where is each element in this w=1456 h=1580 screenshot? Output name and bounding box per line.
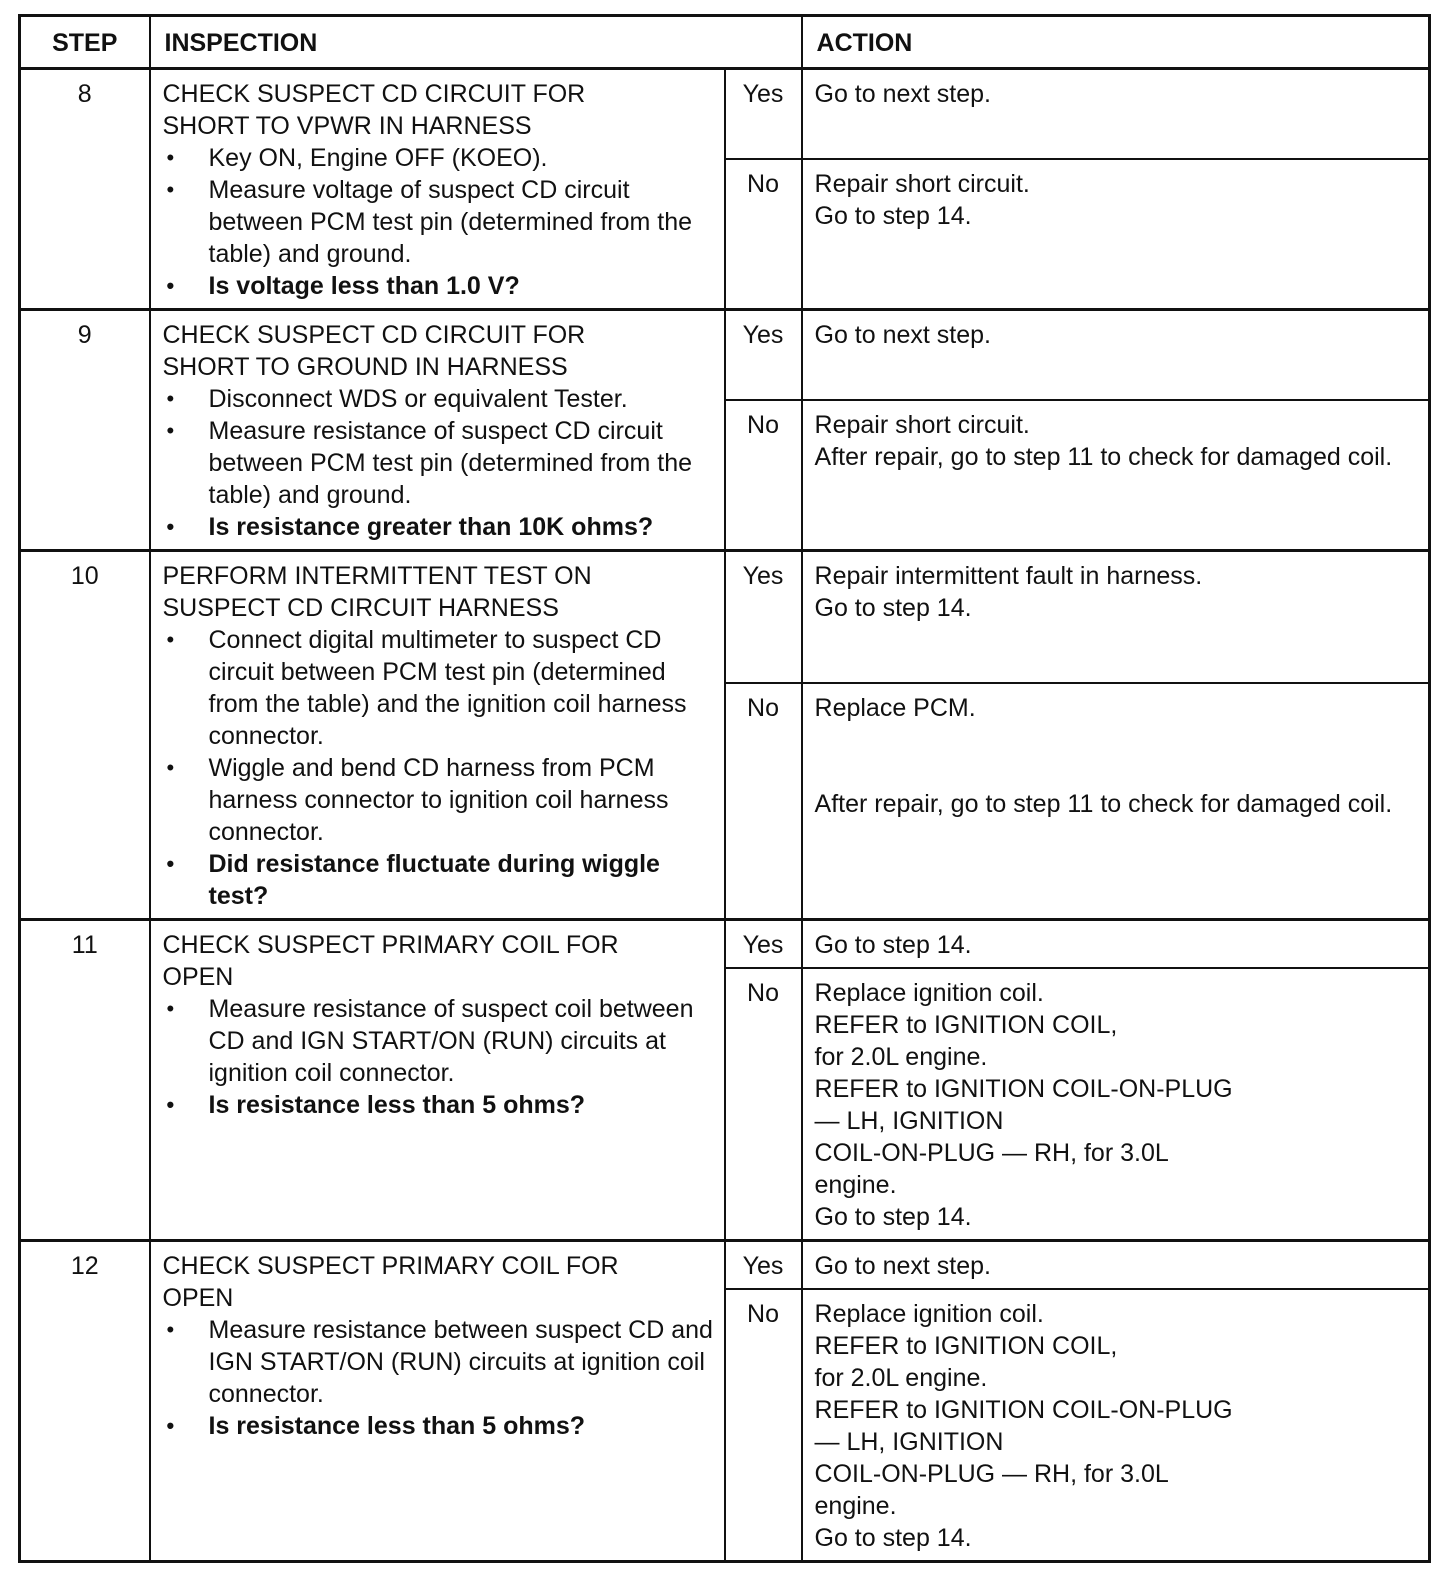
no-label: No	[725, 683, 802, 920]
inspection-title-line: PERFORM INTERMITTENT TEST ON	[162, 562, 592, 590]
action-line: REFER to IGNITION COIL,	[814, 1332, 1118, 1360]
question-text: Did resistance fluctuate during wiggle test?	[208, 850, 660, 910]
no-action	[802, 159, 1430, 309]
inspection-cell	[150, 310, 725, 551]
inspection-title-line: OPEN	[162, 1284, 234, 1312]
action-line: Go to step 14.	[814, 202, 972, 231]
action-line: Go to step 14.	[814, 594, 972, 622]
action-line: — LH, IGNITION	[814, 1428, 1004, 1456]
action-line: COIL-ON-PLUG — RH, for 3.0L	[814, 1139, 1169, 1167]
step-number: 9	[20, 310, 150, 551]
yes-action	[802, 920, 1430, 969]
inspection-bullet	[163, 383, 714, 415]
action-line: REFER to IGNITION COIL-ON-PLUG	[814, 1075, 1233, 1103]
inspection-bullet	[163, 415, 714, 511]
action-line: Repair intermittent fault in harness.	[814, 562, 1203, 590]
bullet-icon: •	[166, 273, 175, 298]
yes-label: Yes	[725, 551, 802, 683]
step-row-8	[20, 69, 1430, 160]
no-label: No	[725, 1289, 802, 1562]
no-action	[802, 1289, 1430, 1562]
yes-action	[802, 310, 1430, 401]
action-line: Go to next step.	[814, 321, 992, 349]
yes-action	[802, 69, 1430, 160]
inspection-bullet	[163, 752, 714, 848]
inspection-bullet-list	[163, 624, 714, 912]
step-row-9	[20, 310, 1430, 401]
bullet-icon: •	[166, 386, 175, 411]
action-line: engine.	[814, 1171, 897, 1199]
action-line: REFER to IGNITION COIL-ON-PLUG	[814, 1396, 1233, 1424]
bullet-icon: •	[166, 851, 175, 876]
inspection-cell	[150, 551, 725, 920]
action-line: Replace PCM.	[814, 693, 976, 722]
inspection-title-line: CHECK SUSPECT CD CIRCUIT FOR	[162, 321, 586, 349]
action-line: Replace ignition coil.	[814, 979, 1044, 1007]
action-line: Go to next step.	[814, 80, 992, 108]
question-text: Is resistance less than 5 ohms?	[208, 1091, 586, 1119]
bullet-text: Measure resistance of suspect CD circuit between PCM test pin (determined from the table) and ground.	[208, 417, 693, 509]
action-line: Go to next step.	[814, 1252, 992, 1280]
inspection-bullet	[163, 1314, 714, 1410]
bullet-icon: •	[166, 755, 175, 780]
header-row	[20, 16, 1430, 69]
bullet-icon: •	[166, 1317, 175, 1342]
inspection-question	[163, 1089, 714, 1121]
bullet-icon: •	[166, 145, 175, 170]
yes-label: Yes	[725, 310, 802, 401]
inspection-bullet	[163, 624, 714, 752]
action-line: for 2.0L engine.	[814, 1364, 988, 1392]
inspection-title-line: SUSPECT CD CIRCUIT HARNESS	[162, 594, 559, 622]
inspection-title-line: OPEN	[162, 963, 234, 991]
yes-label: Yes	[725, 69, 802, 160]
yes-action	[802, 551, 1430, 683]
spacer	[815, 724, 1419, 788]
action-line: Repair short circuit.	[814, 411, 1030, 440]
inspection-question	[163, 270, 714, 302]
inspection-column-header: INSPECTION	[150, 16, 802, 69]
action-line: After repair, go to step 11 to check for damaged coil.	[814, 443, 1393, 472]
step-row-10	[20, 551, 1430, 683]
no-label: No	[725, 968, 802, 1241]
question-text: Is voltage less than 1.0 V?	[208, 272, 520, 300]
action-line: for 2.0L engine.	[814, 1043, 988, 1071]
bullet-text: Measure resistance between suspect CD and IGN START/ON (RUN) circuits at ignition coil connector.	[208, 1316, 713, 1408]
action-line: REFER to IGNITION COIL,	[814, 1011, 1118, 1039]
inspection-question	[163, 511, 714, 543]
inspection-bullet-list	[163, 142, 714, 302]
bullet-icon: •	[166, 514, 175, 539]
yes-label: Yes	[725, 1241, 802, 1290]
no-action	[802, 400, 1430, 550]
step-row-12	[20, 1241, 1430, 1290]
action-line: Go to step 14.	[814, 1203, 972, 1231]
inspection-bullet-list	[163, 993, 714, 1121]
bullet-text: Measure voltage of suspect CD circuit between PCM test pin (determined from the table) and ground.	[208, 176, 693, 268]
inspection-cell	[150, 69, 725, 310]
action-column-header: ACTION	[802, 16, 1430, 69]
inspection-bullet	[163, 174, 714, 270]
diagnostic-page	[18, 14, 1428, 1563]
action-line: — LH, IGNITION	[814, 1107, 1004, 1135]
bullet-icon: •	[166, 996, 175, 1021]
inspection-bullet-list	[163, 1314, 714, 1442]
action-line: Replace ignition coil.	[814, 1300, 1044, 1328]
question-text: Is resistance greater than 10K ohms?	[208, 513, 654, 541]
inspection-bullet	[163, 993, 714, 1089]
bullet-icon: •	[166, 627, 175, 652]
step-column-header: STEP	[20, 16, 150, 69]
bullet-text: Disconnect WDS or equivalent Tester.	[208, 385, 628, 413]
step-number: 8	[20, 69, 150, 310]
inspection-question	[163, 1410, 714, 1442]
inspection-cell	[150, 1241, 725, 1562]
inspection-title-line: SHORT TO GROUND IN HARNESS	[162, 353, 568, 381]
no-label: No	[725, 159, 802, 309]
bullet-text: Key ON, Engine OFF (KOEO).	[208, 144, 548, 172]
inspection-title-line: CHECK SUSPECT PRIMARY COIL FOR	[162, 1252, 619, 1280]
yes-label: Yes	[725, 920, 802, 969]
inspection-question	[163, 848, 714, 912]
step-row-11	[20, 920, 1430, 969]
no-action	[802, 968, 1430, 1241]
step-number: 10	[20, 551, 150, 920]
step-number: 11	[20, 920, 150, 1241]
action-line: After repair, go to step 11 to check for damaged coil.	[814, 789, 1393, 818]
question-text: Is resistance less than 5 ohms?	[208, 1412, 586, 1440]
inspection-bullet	[163, 142, 714, 174]
bullet-icon: •	[166, 177, 175, 202]
action-line: Go to step 14.	[814, 1524, 972, 1552]
bullet-text: Connect digital multimeter to suspect CD circuit between PCM test pin (determined from the table) and the ignition coil harness connector.	[208, 626, 687, 750]
inspection-cell	[150, 920, 725, 1241]
inspection-bullet-list	[163, 383, 714, 543]
table-body	[20, 69, 1430, 1562]
action-line: Repair short circuit.	[814, 170, 1030, 199]
step-number: 12	[20, 1241, 150, 1562]
bullet-text: Measure resistance of suspect coil between CD and IGN START/ON (RUN) circuits at ignition coil connector.	[208, 995, 694, 1087]
action-line: Go to step 14.	[814, 931, 972, 959]
bullet-icon: •	[166, 1413, 175, 1438]
inspection-title-line: CHECK SUSPECT CD CIRCUIT FOR	[162, 80, 586, 108]
no-label: No	[725, 400, 802, 550]
diagnostic-table	[18, 14, 1431, 1563]
no-action	[802, 683, 1430, 920]
inspection-title-line: CHECK SUSPECT PRIMARY COIL FOR	[162, 931, 619, 959]
bullet-icon: •	[166, 1092, 175, 1117]
bullet-icon: •	[166, 418, 175, 443]
bullet-text: Wiggle and bend CD harness from PCM harness connector to ignition coil harness connector.	[208, 754, 669, 846]
yes-action	[802, 1241, 1430, 1290]
action-line: COIL-ON-PLUG — RH, for 3.0L	[814, 1460, 1169, 1488]
inspection-title-line: SHORT TO VPWR IN HARNESS	[162, 112, 532, 140]
action-line: engine.	[814, 1492, 897, 1520]
